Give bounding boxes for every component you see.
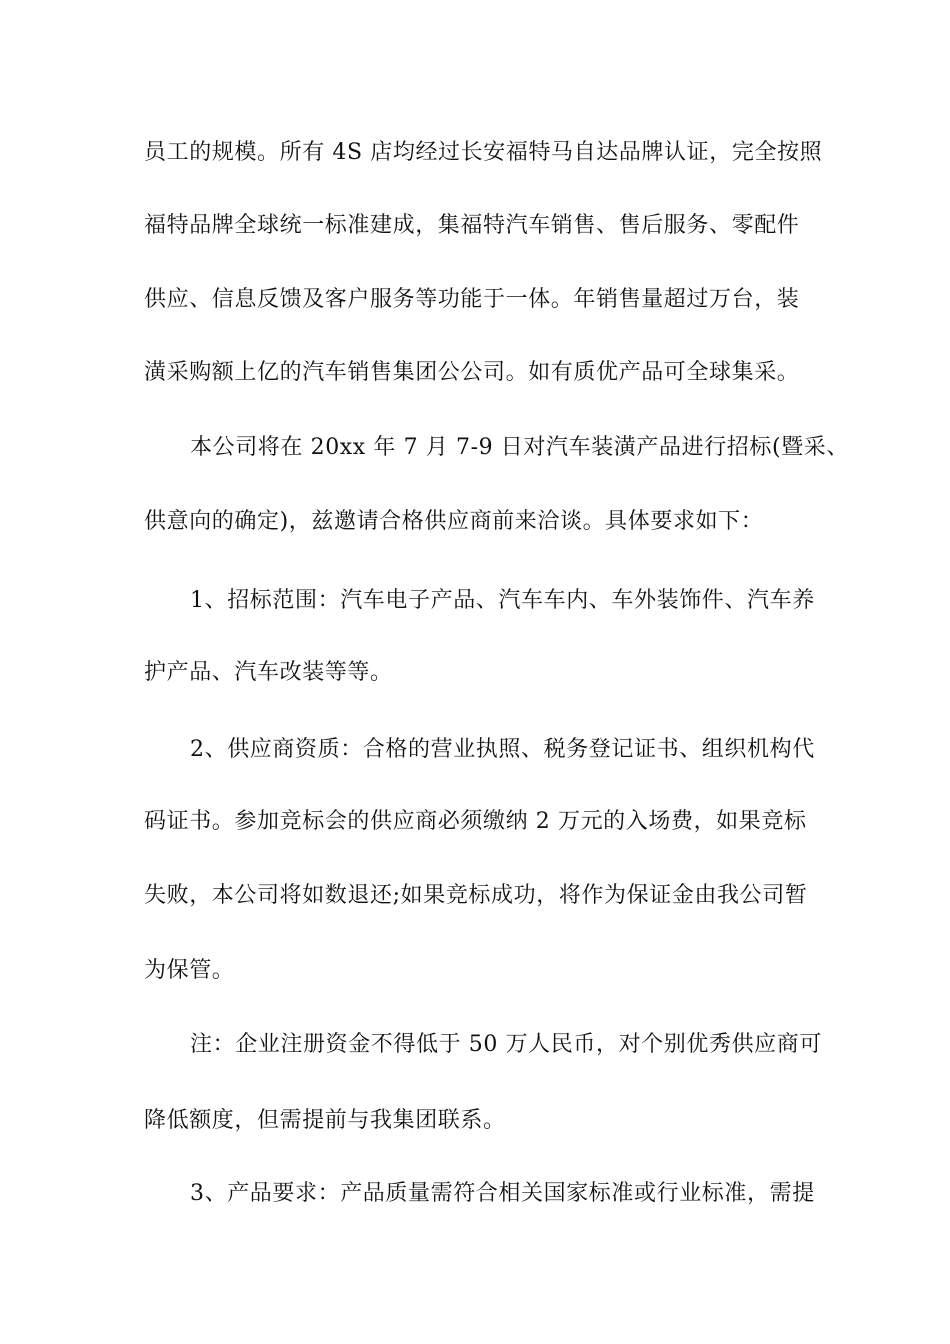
text-line: 供应、信息反馈及客户服务等功能于一体。年销售量超过万台，装 [144,287,800,312]
note-first-line: 注：企业注册资金不得低于 50 万人民币，对个别优秀供应商可 [190,1032,822,1057]
list-item-first-line: 1、招标范围：汽车电子产品、汽车车内、车外装饰件、汽车养 [190,588,815,613]
text-line: 为保管。 [144,958,235,983]
text-line: 员工的规模。所有 4S 店均经过长安福特马自达品牌认证，完全按照 [144,140,823,165]
text-line: 降低额度，但需提前与我集团联系。 [144,1108,506,1133]
list-item-first-line: 3、产品要求：产品质量需符合相关国家标准或行业标准，需提 [190,1181,815,1206]
text-line: 潢采购额上亿的汽车销售集团公公司。如有质优产品可全球集采。 [144,360,800,385]
paragraph-first-line: 本公司将在 20xx 年 7 月 7-9 日对汽车装潢产品进行招标(暨采、 [190,435,849,460]
text-line: 失败，本公司将如数退还;如果竞标成功，将作为保证金由我公司暂 [144,883,808,908]
text-line: 供意向的确定)，兹邀请合格供应商前来洽谈。具体要求如下： [144,509,764,534]
list-item-first-line: 2、供应商资质：合格的营业执照、税务登记证书、组织机构代 [190,737,815,762]
text-line: 护产品、汽车改装等等。 [144,660,393,685]
text-line: 码证书。参加竞标会的供应商必须缴纳 2 万元的入场费，如果竞标 [144,809,807,834]
text-line: 福特品牌全球统一标准建成，集福特汽车销售、售后服务、零配件 [144,213,800,238]
